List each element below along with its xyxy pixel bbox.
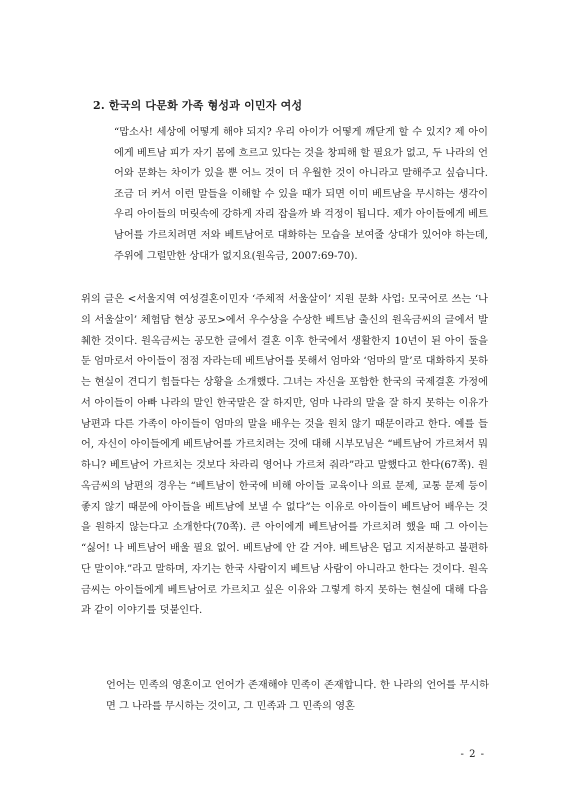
block-quote-intro (114, 123, 488, 267)
section-heading: 2. 한국의 다문화 가족 형성과 이민자 여성 (93, 99, 303, 112)
quote-intro-text: “맙소사! 세상에 어떻게 해야 되지? 우리 아이가 어떻게 깨닫게 할 수 있지? 제 아이에게 베트남 피가 자기 몸에 흐르고 있다는 것을 창피해 할 필요가 없고, 두 나라의 언어와 문화는 차이가 있을 뿐 어느 것이 더 우월한 것이 아니라고 말해주고 싶습니다. 조금 더 커서 이런 말들을 이해할 수 있을 때가 되면 이미 베트남을 무시하는 생각이 우리 아이들의 머릿속에 강하게 자리 잡을까 봐 걱정이 됩니다. 제가 아이들에게 베트남어를 가르치려면 저와 베트남어로 대화하는 모습을 보여줄 상대가 있어야 하는데, 주위에 그럴만한 상대가 없지요(원옥금, 2007:69-70). (114, 127, 488, 262)
block-quote-closing (106, 676, 489, 717)
quote-closing-text: 언어는 민족의 영혼이고 언어가 존재해야 민족이 존재합니다. 한 나라의 언어를 무시하면 그 나라를 무시하는 것이고, 그 민족과 그 민족의 영혼 (106, 680, 489, 712)
body-paragraph-text: 위의 글은 <서울지역 여성결혼이민자 ‘주체적 서울살이’ 지원 문화 사업: 모국어로 쓰는 ‘나의 서울살이’ 체험담 현상 공모>에서 우수상을 수상한 베트남 출신의 원옥금씨의 글에서 발췌한 것이다. 원옥금씨는 공모한 글에서 결혼 이후 한국에서 생활한지 10년이 된 아이 둘을 둔 엄마로서 아이들이 점점 자라는데 베트남어를 못해서 엄마와 ‘엄마의 말’로 대화하지 못하는 현실이 견디기 힘들다는 상황을 소개했다. 그녀는 자신을 포함한 한국의 국제결혼 가정에서 아이들이 아빠 나라의 말인 한국말은 잘 하지만, 엄마 나라의 말을 잘 하지 못하는 이유가 남편과 다른 가족이 아이들이 엄마의 말을 배우는 것을 원치 않기 때문이라고 한다. 예를 들어, 자신이 아이들에게 베트남어를 가르치려는 것에 대해 시부모님은 “베트남어 가르쳐서 뭐하니? 베트남어 가르치는 것보다 차라리 영어나 가르쳐 줘라”라고 말했다고 한다(67쪽). 원옥금씨의 남편의 경우는 “베트남이 한국에 비해 아이들 교육이나 의료 문제, 교통 문제 등이 좋지 않기 때문에 아이들을 베트남에 보낼 수 없다”는 이유로 아이들이 베트남어 배우는 것을 원하지 않는다고 소개한다(70쪽). 큰 아이에게 베트남어를 가르치려 했을 때 그 아이는 “싫어! 나 베트남어 배울 필요 없어. 베트남에 안 갈 거야. 베트남은 덥고 지저분하고 불편하단 말이야.”라고 말하며, 자기는 한국 사람이지 베트남 사람이 아니라고 한다는 것이다. 원옥금씨는 아이들에게 베트남어로 가르치고 싶은 이유와 그렇게 하지 못하는 현실에 대해 다음과 같이 이야기를 덧붙인다. (81, 294, 488, 617)
page-number: - 2 - (460, 749, 485, 760)
body-paragraph (81, 290, 488, 622)
